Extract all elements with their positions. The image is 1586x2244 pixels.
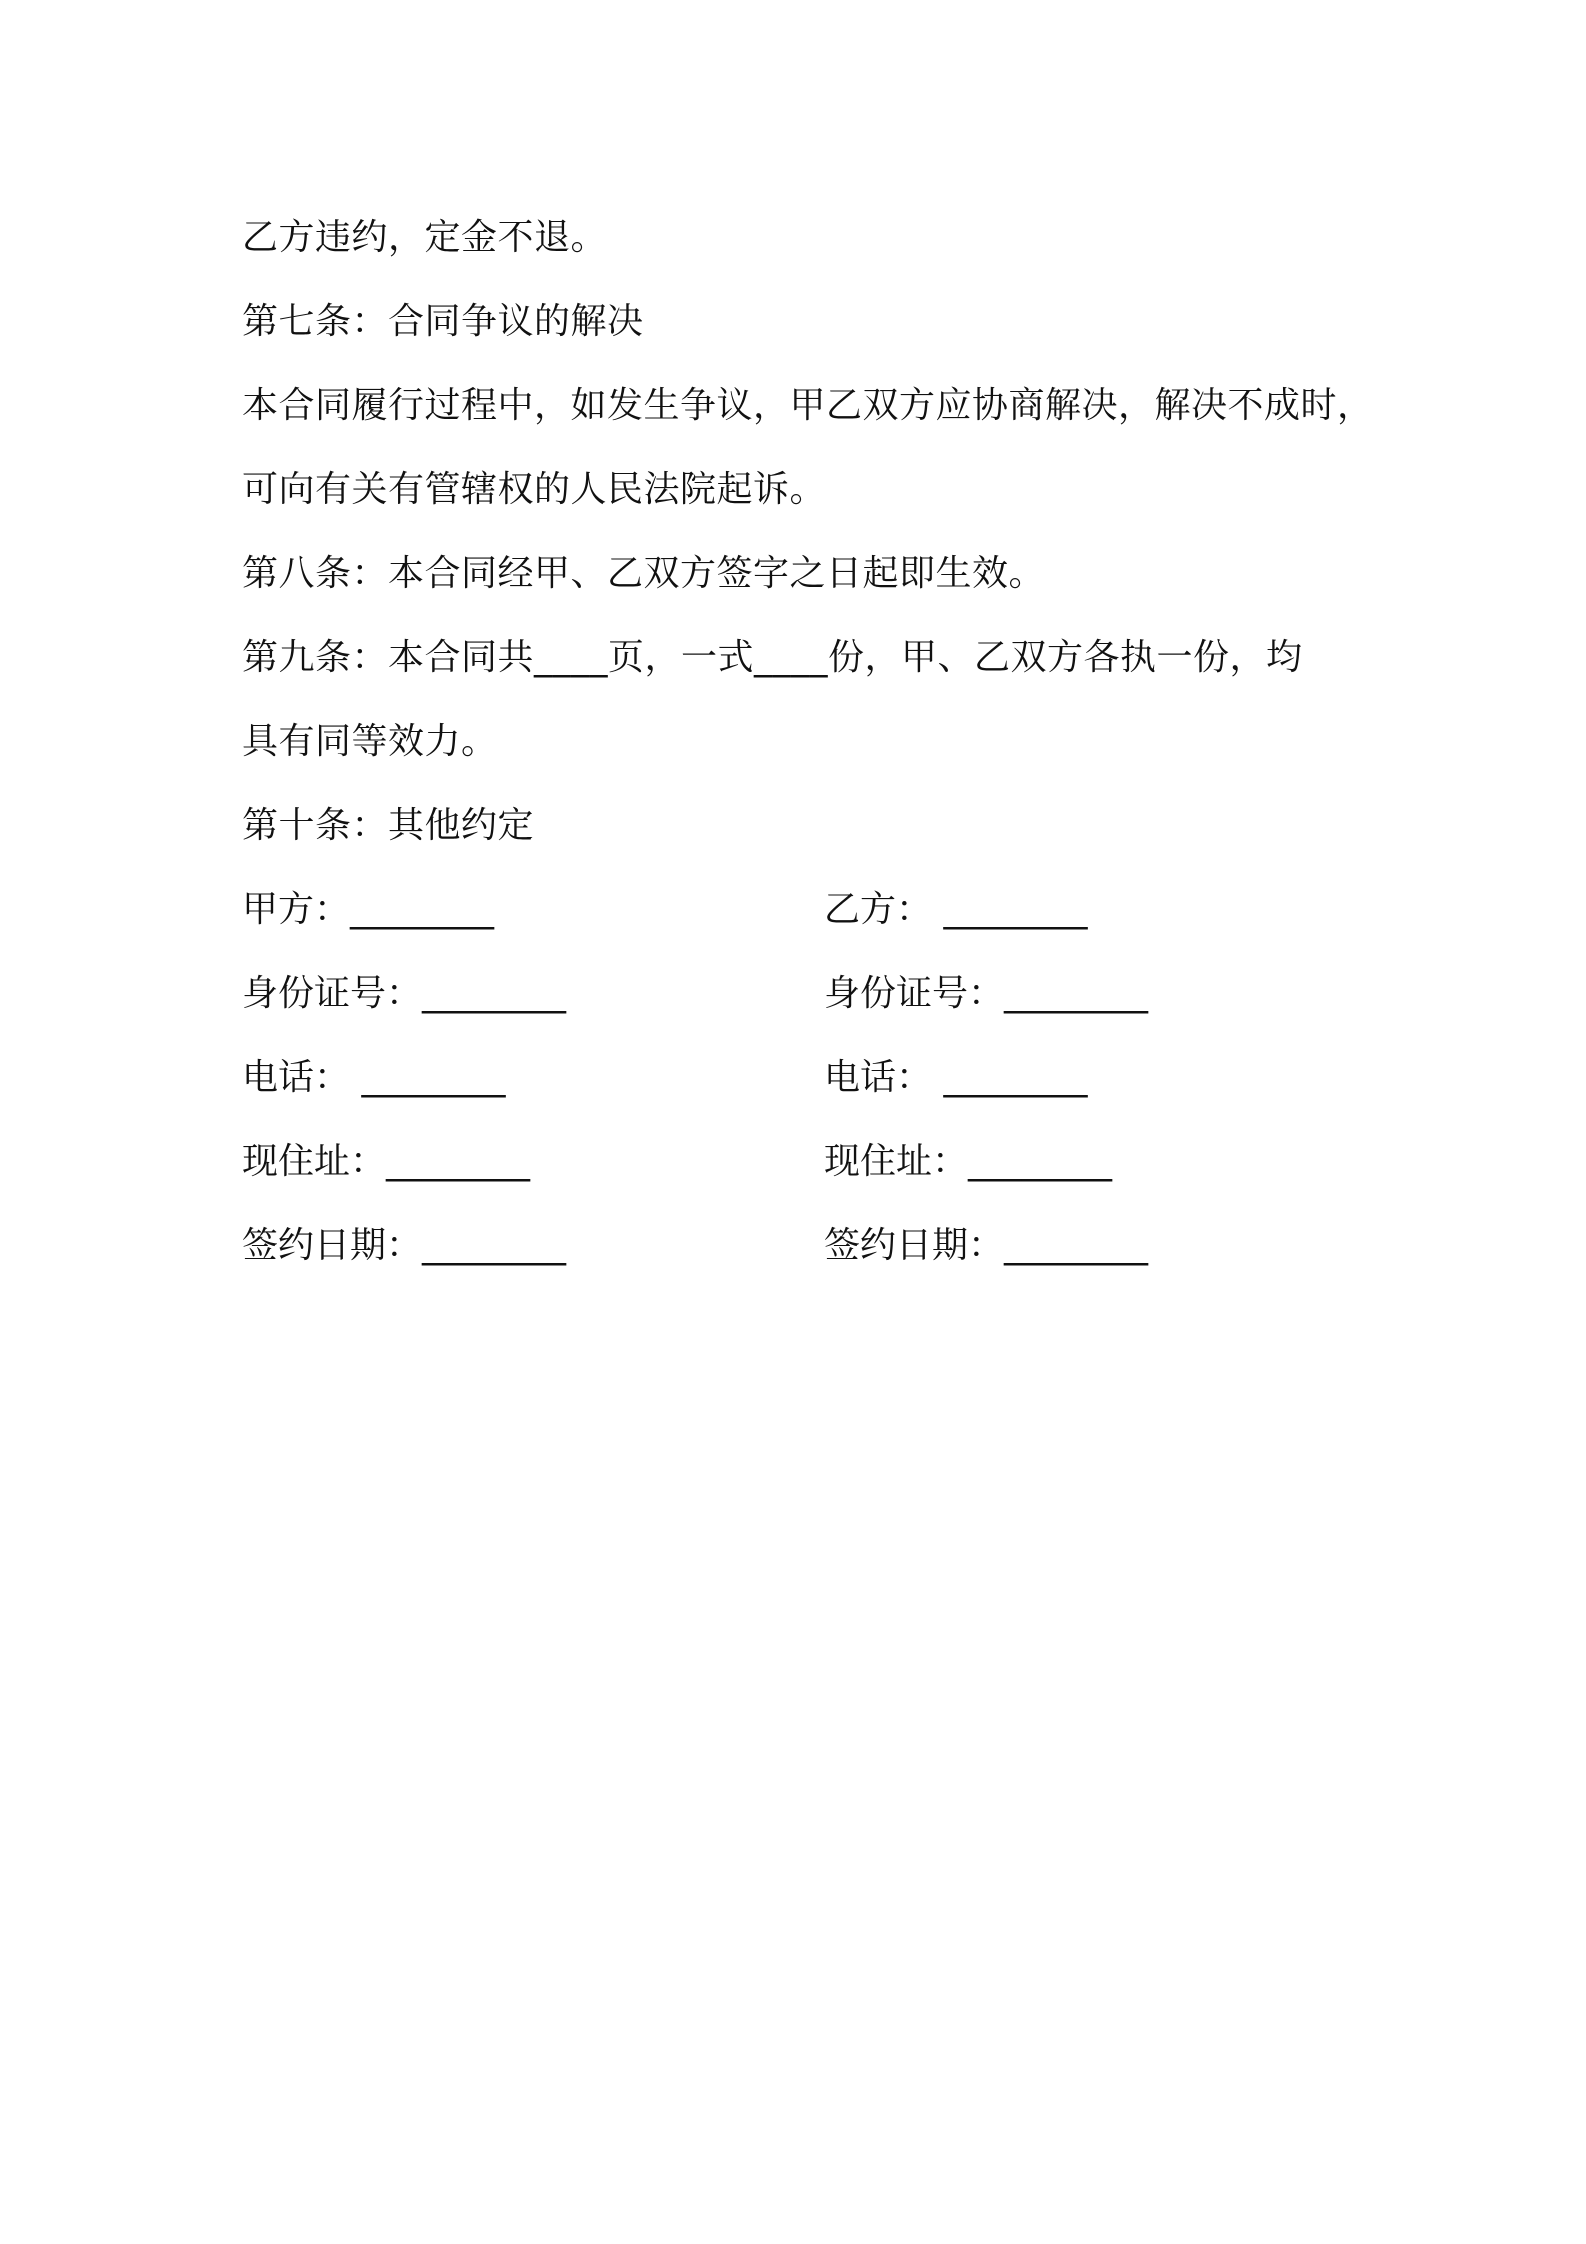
party-b-name-field: 乙方： ________ (824, 889, 1088, 930)
signature-row-date (242, 1204, 1362, 1288)
signature-row-phone (242, 1036, 1362, 1120)
signature-row-name (242, 868, 1362, 952)
article-7-text-line-2: 可向有关有管辖权的人民法院起诉。 (242, 469, 827, 510)
article-9-line-2: 具有同等效力。 (242, 721, 498, 762)
signature-row-id (242, 952, 1362, 1036)
signature-row-address (242, 1120, 1362, 1204)
party-a-id-field: 身份证号：________ (242, 973, 567, 1014)
party-b-phone-field: 电话： ________ (824, 1057, 1088, 1098)
article-8: 第八条：本合同经甲、乙双方签字之日起即生效。 (242, 553, 1046, 594)
paragraph-deposit-clause: 乙方违约，定金不退。 (242, 217, 608, 258)
party-a-address-field: 现住址：________ (242, 1141, 531, 1182)
party-b-address-field: 现住址：________ (824, 1141, 1113, 1182)
party-b-date-field: 签约日期：________ (824, 1225, 1149, 1266)
party-a-name-field: 甲方：________ (242, 889, 495, 930)
document-body (242, 196, 1374, 1288)
article-7-heading: 第七条：合同争议的解决 (242, 301, 644, 342)
party-b-id-field: 身份证号：________ (824, 973, 1149, 1014)
article-9-line-1: 第九条：本合同共____页，一式____份，甲、乙双方各执一份，均 (242, 637, 1303, 678)
party-a-phone-field: 电话： ________ (242, 1057, 506, 1098)
article-10-heading: 第十条：其他约定 (242, 805, 535, 846)
party-a-date-field: 签约日期：________ (242, 1225, 567, 1266)
article-7-text-line-1: 本合同履行过程中，如发生争议，甲乙双方应协商解决，解决不成时， (242, 385, 1374, 426)
